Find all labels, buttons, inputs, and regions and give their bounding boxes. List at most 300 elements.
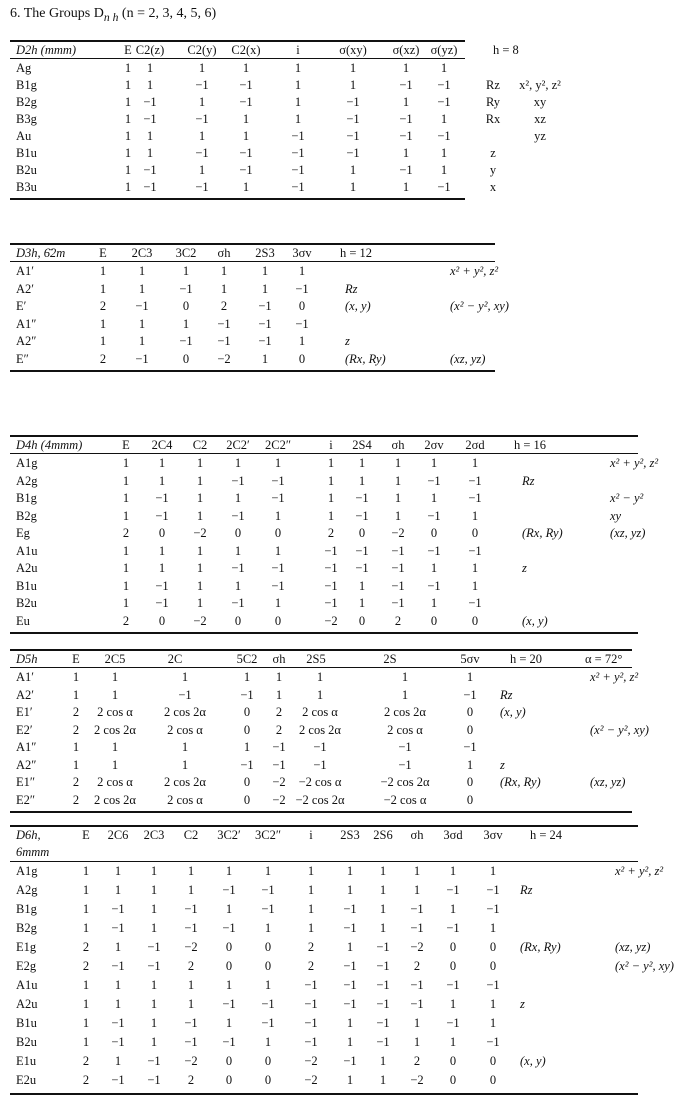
table-row	[10, 669, 639, 686]
linear-function: z	[520, 997, 525, 1011]
class-header: 2C2″	[264, 438, 292, 452]
character-value: 1	[146, 129, 154, 143]
table-row	[10, 958, 674, 975]
quadratic-function: (xz, yz)	[450, 351, 486, 366]
class-header: 2C	[167, 652, 183, 666]
table-row	[10, 739, 632, 756]
character-value: 1	[358, 578, 366, 593]
irrep-label: B1g	[16, 491, 37, 505]
character-value: 1	[150, 1035, 158, 1049]
character-value: 1	[349, 61, 357, 75]
character-value: −1	[427, 473, 441, 488]
character-value: 2	[307, 940, 315, 954]
irrep-label: A1g	[16, 456, 38, 470]
character-value: −1	[111, 921, 125, 935]
character-value: 1	[124, 129, 132, 143]
character-value: yz	[534, 129, 546, 143]
group-label: D2h (mmm)	[16, 43, 77, 57]
linear-function: (Rx, Ry)	[522, 526, 563, 540]
character-value: 2	[82, 959, 90, 973]
character-value: −2	[184, 940, 198, 954]
character-value: −1	[291, 163, 305, 177]
class-header: 2S5	[306, 652, 326, 666]
character-value: −1	[143, 180, 157, 194]
character-value: −1	[143, 163, 157, 177]
character-value: z	[490, 146, 496, 160]
character-value: 1	[401, 670, 409, 684]
irrep-label: B1u	[16, 578, 37, 593]
character-value: 0	[466, 722, 474, 737]
character-value: 0	[225, 959, 233, 973]
character-value: 1	[234, 578, 242, 593]
character-value: x	[489, 180, 497, 194]
character-value: −2	[324, 613, 338, 628]
character-value: 1	[122, 596, 130, 610]
character-value: 1	[82, 1016, 90, 1030]
character-value: 1	[449, 997, 457, 1011]
irrep-label: A2″	[16, 757, 37, 772]
table-row	[10, 179, 497, 196]
character-value: −1	[346, 129, 360, 143]
character-value: 1	[274, 508, 282, 523]
table-row	[10, 60, 465, 77]
character-value: 0	[182, 299, 190, 313]
character-value: 1	[346, 864, 354, 878]
character-value: 0	[489, 1073, 497, 1087]
character-value: −1	[468, 543, 482, 558]
table-bottom-rule	[10, 632, 638, 634]
character-value: −1	[376, 1035, 390, 1049]
character-value: 1	[242, 112, 250, 126]
character-value: −1	[324, 596, 338, 610]
table-row	[10, 939, 651, 956]
irrep-label: E2″	[16, 792, 36, 807]
group-label: D5h	[16, 652, 38, 666]
character-value: 1	[146, 146, 154, 160]
class-header: 2C6	[107, 828, 129, 842]
character-value: −1	[240, 687, 254, 702]
character-value: 2	[220, 299, 228, 313]
character-value: −1	[261, 997, 275, 1011]
character-value: 1	[187, 864, 195, 878]
character-value: 1	[82, 978, 90, 992]
character-value: 2	[413, 1054, 421, 1068]
table-row	[10, 1072, 638, 1089]
character-value: 1	[243, 740, 251, 754]
character-value: 1	[111, 757, 119, 772]
character-value: −1	[343, 959, 357, 973]
character-value: −1	[195, 180, 209, 194]
character-value: −1	[468, 491, 482, 505]
linear-function: (Rx, Ry)	[500, 775, 541, 789]
character-value: −1	[239, 163, 253, 177]
class-header: 2C2′	[226, 438, 250, 452]
class-header: σh	[272, 652, 286, 666]
character-value: 2	[72, 775, 80, 789]
character-value: −1	[155, 578, 169, 593]
character-value: 1	[150, 978, 158, 992]
character-value: −1	[391, 543, 405, 558]
irrep-label: B1g	[16, 902, 37, 916]
character-value: 0	[234, 526, 242, 540]
character-value: 1	[82, 997, 90, 1011]
character-value: 1	[274, 456, 282, 470]
character-value: 1	[394, 456, 402, 470]
character-value: 0	[471, 526, 479, 540]
character-value: 2 cos α	[97, 705, 133, 719]
character-value: 1	[234, 491, 242, 505]
table-header-rule	[10, 453, 638, 454]
character-value: −1	[143, 112, 157, 126]
table-row	[10, 687, 632, 704]
irrep-label: A1g	[16, 864, 38, 878]
character-value: 1	[298, 334, 306, 348]
character-value: 0	[298, 299, 306, 313]
character-value: 1	[138, 334, 146, 348]
character-value: 2 cos α	[167, 792, 203, 807]
irrep-label: B2u	[16, 596, 37, 610]
table-row	[10, 1053, 638, 1070]
character-value: −1	[155, 508, 169, 523]
quadratic-function: (xz, yz)	[590, 775, 626, 789]
quadratic-function: xy	[610, 508, 622, 523]
class-header: E	[124, 43, 132, 57]
character-value: 1	[349, 180, 357, 194]
irrep-label: E1g	[16, 940, 37, 954]
irrep-label: A1u	[16, 978, 38, 992]
linear-function: Rz	[345, 281, 358, 296]
irrep-label: A2′	[16, 281, 35, 296]
character-value: 1	[264, 978, 272, 992]
character-value: 0	[430, 526, 438, 540]
character-value: −1	[313, 757, 327, 772]
character-value: −1	[258, 299, 272, 313]
character-value: 1	[440, 163, 448, 177]
character-value: y	[489, 163, 497, 177]
class-header: h = 16	[514, 438, 547, 452]
table-row	[10, 977, 638, 994]
character-value: −1	[261, 902, 275, 916]
character-value: −1	[324, 543, 338, 558]
character-value: 1	[198, 129, 206, 143]
character-value: −1	[376, 997, 390, 1011]
character-value: 2 cos α	[302, 705, 338, 719]
character-value: 1	[358, 456, 366, 470]
character-value: 1	[99, 316, 107, 331]
irrep-label: E1u	[16, 1054, 37, 1068]
character-value: −1	[258, 316, 272, 331]
class-header: C2	[192, 438, 208, 452]
character-value: 2 cos 2α	[164, 775, 206, 789]
character-value: 0	[466, 792, 474, 807]
character-value: 2	[307, 959, 315, 973]
class-header: α = 72°	[585, 652, 623, 666]
table-row	[10, 792, 632, 809]
table-row	[10, 351, 495, 368]
character-value: −2	[272, 775, 286, 789]
character-value: 1	[150, 1016, 158, 1030]
character-value: 2 cos 2α	[94, 722, 136, 737]
table-row	[10, 111, 546, 128]
character-value: 1	[358, 596, 366, 610]
character-value: 1	[379, 902, 387, 916]
class-header: 2C5	[104, 652, 126, 666]
page-title: 6. The Groups $D_{n h}$ (n = 2, 3, 4, 5, 6)	[10, 6, 217, 24]
character-value: 1	[346, 1035, 354, 1049]
character-value: 1	[196, 543, 204, 558]
character-value: 2 cos 2α	[384, 705, 426, 719]
quadratic-function: (xz, yz)	[615, 940, 651, 954]
character-value: 0	[264, 1054, 272, 1068]
character-value: 1	[346, 883, 354, 897]
character-value: 0	[358, 613, 366, 628]
character-value: 1	[307, 864, 315, 878]
character-value: 0	[430, 613, 438, 628]
character-value: 1	[124, 95, 132, 109]
character-value: 1	[471, 508, 479, 523]
character-value: −1	[295, 281, 309, 296]
table-bottom-rule	[10, 811, 632, 813]
character-value: −1	[111, 959, 125, 973]
irrep-label: A2g	[16, 473, 38, 488]
character-value: −1	[346, 112, 360, 126]
character-value: −2	[217, 351, 231, 366]
table-row	[10, 298, 509, 315]
table-header-row	[10, 651, 632, 668]
linear-function: Rz	[500, 687, 513, 702]
character-value: −1	[261, 883, 275, 897]
linear-function: z	[345, 334, 350, 348]
character-value: −1	[135, 299, 149, 313]
table-bottom-rule	[10, 370, 495, 372]
character-value: 1	[122, 473, 130, 488]
character-value: −1	[272, 740, 286, 754]
character-value: 1	[114, 940, 122, 954]
quadratic-function: x² + y², z²	[615, 864, 664, 878]
character-value: 1	[124, 163, 132, 177]
character-value: 1	[114, 997, 122, 1011]
character-value: 1	[349, 163, 357, 177]
character-value: 2	[187, 1073, 195, 1087]
character-value: 1	[82, 883, 90, 897]
character-value: −1	[399, 78, 413, 92]
linear-function: (x, y)	[345, 299, 371, 313]
character-value: 1	[99, 334, 107, 348]
character-value: 1	[307, 883, 315, 897]
table-header-rule	[10, 667, 632, 668]
character-value: 1	[99, 264, 107, 278]
character-value: −1	[355, 508, 369, 523]
character-value: −1	[222, 1035, 236, 1049]
character-value: −2	[193, 526, 207, 540]
character-value: −1	[410, 902, 424, 916]
quadratic-function: (x² − y², xy)	[615, 959, 674, 973]
character-value: 1	[430, 456, 438, 470]
character-value: 0	[264, 1073, 272, 1087]
table-row	[10, 578, 638, 595]
class-header: 2C3	[143, 828, 165, 842]
character-value: −1	[346, 95, 360, 109]
character-value: 0	[264, 940, 272, 954]
table-row	[10, 525, 646, 542]
character-value: −1	[391, 561, 405, 575]
character-value: 0	[471, 613, 479, 628]
character-value: 0	[449, 940, 457, 954]
character-value: 1	[187, 978, 195, 992]
character-value: 1	[379, 864, 387, 878]
irrep-label: A2g	[16, 883, 38, 897]
character-value: xz	[534, 112, 546, 126]
table-header-rule	[10, 58, 465, 59]
character-value: 2	[122, 613, 130, 628]
irrep-label: B2g	[16, 95, 37, 109]
character-value: 1	[234, 456, 242, 470]
table-row	[10, 333, 495, 350]
character-value: −1	[376, 978, 390, 992]
table-row	[10, 722, 649, 739]
character-value: −1	[398, 740, 412, 754]
character-value: −2 cos 2α	[380, 775, 430, 789]
class-header: i	[329, 438, 333, 452]
table-row	[10, 1034, 638, 1051]
character-value: 1	[402, 180, 410, 194]
character-value: 1	[114, 978, 122, 992]
character-value: 0	[449, 1073, 457, 1087]
character-value: 1	[196, 491, 204, 505]
character-value: −1	[398, 757, 412, 772]
character-value: −1	[427, 578, 441, 593]
character-value: −1	[346, 146, 360, 160]
character-value: 1	[394, 491, 402, 505]
character-value: −1	[355, 561, 369, 575]
character-value: 1	[111, 670, 119, 684]
irrep-label: E2g	[16, 959, 37, 973]
character-value: 1	[402, 61, 410, 75]
character-value: −1	[231, 561, 245, 575]
class-header: E	[122, 438, 130, 452]
character-value: 1	[264, 864, 272, 878]
irrep-label: B3u	[16, 180, 37, 194]
character-value: 1	[394, 473, 402, 488]
character-value: −1	[324, 578, 338, 593]
character-value: 1	[449, 1035, 457, 1049]
character-value: 1	[307, 902, 315, 916]
character-value: −1	[355, 491, 369, 505]
character-value: 1	[72, 687, 80, 702]
character-value: 1	[82, 902, 90, 916]
table-row	[10, 920, 638, 937]
linear-function: (Rx, Ry)	[520, 940, 561, 954]
character-value: −1	[143, 95, 157, 109]
character-value: 2	[99, 299, 107, 313]
character-value: −1	[391, 578, 405, 593]
character-value: −1	[486, 883, 500, 897]
character-value: 1	[122, 491, 130, 505]
class-header: σh	[410, 828, 424, 842]
table-row	[10, 774, 632, 791]
character-value: 1	[242, 61, 250, 75]
character-value: −1	[222, 921, 236, 935]
character-value: 1	[114, 864, 122, 878]
character-value: 1	[99, 281, 107, 296]
linear-function: (Rx, Ry)	[345, 351, 386, 366]
irrep-label: E2′	[16, 722, 33, 737]
character-value: −1	[155, 596, 169, 610]
group-label-cont: 6mmm	[16, 845, 50, 859]
character-value: 2 cos α	[387, 722, 423, 737]
class-header: σ(yz)	[430, 43, 458, 57]
character-value: −2	[184, 1054, 198, 1068]
character-value: 1	[124, 78, 132, 92]
character-value: 1	[379, 1073, 387, 1087]
character-value: −2 cos α	[383, 792, 427, 807]
linear-function: (x, y)	[522, 613, 548, 628]
character-value: −1	[486, 978, 500, 992]
character-value: 1	[138, 281, 146, 296]
character-value: −1	[195, 146, 209, 160]
table-bottom-rule	[10, 1093, 638, 1095]
character-value: 0	[449, 959, 457, 973]
character-value: −1	[399, 112, 413, 126]
class-header: 2S	[383, 652, 397, 666]
character-value: −2	[193, 613, 207, 628]
character-value: 1	[394, 508, 402, 523]
character-value: −1	[184, 921, 198, 935]
character-value: 2	[275, 705, 283, 719]
character-value: 1	[413, 883, 421, 897]
class-header: 2S3	[255, 246, 275, 260]
character-value: 1	[466, 670, 474, 684]
character-value: −1	[468, 596, 482, 610]
character-value: 1	[114, 1054, 122, 1068]
character-value: 1	[124, 61, 132, 75]
character-value: 2	[187, 959, 195, 973]
irrep-label: E2u	[16, 1073, 37, 1087]
character-value: 0	[264, 959, 272, 973]
class-header: 3σd	[443, 828, 463, 842]
character-value: −1	[222, 997, 236, 1011]
class-header: C2	[183, 828, 199, 842]
character-value: −1	[304, 1016, 318, 1030]
character-value: 1	[146, 61, 154, 75]
character-value: −1	[291, 146, 305, 160]
character-value: 2 cos 2α	[299, 722, 341, 737]
character-value: 1	[122, 508, 130, 523]
class-header: E	[82, 828, 90, 842]
character-value: 2	[275, 722, 283, 737]
character-value: −1	[240, 757, 254, 772]
character-value: 1	[413, 864, 421, 878]
character-value: −1	[313, 740, 327, 754]
character-value: −1	[179, 281, 193, 296]
character-value: 1	[327, 456, 335, 470]
irrep-label: Au	[16, 129, 32, 143]
table-row	[10, 263, 499, 280]
table-header-rule	[10, 261, 495, 262]
character-value: 1	[122, 456, 130, 470]
linear-function: z	[522, 561, 527, 575]
character-value: −1	[222, 883, 236, 897]
character-value: 1	[196, 456, 204, 470]
character-value: 0	[243, 705, 251, 719]
character-value: 1	[158, 473, 166, 488]
table-row	[10, 490, 644, 507]
character-value: 0	[274, 613, 282, 628]
character-value: 1	[196, 473, 204, 488]
table-row	[10, 162, 497, 179]
class-header: C2(y)	[187, 43, 217, 57]
irrep-label: A2u	[16, 561, 38, 575]
